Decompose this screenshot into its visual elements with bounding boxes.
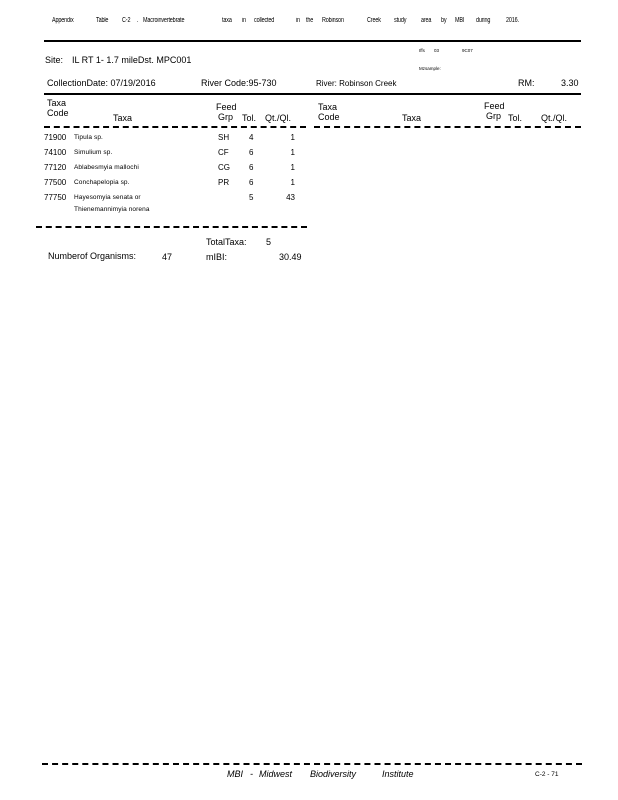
rm-value: 3.30 — [561, 78, 579, 88]
row-code: 71900 — [44, 133, 67, 142]
row-tol: 4 — [249, 133, 254, 142]
row-grp: SH — [218, 133, 230, 142]
col-qt-right: Qt./Ql. — [541, 113, 568, 123]
caption-word: Macroinvertebrate — [143, 17, 185, 24]
col-feed-line1: Feed — [484, 101, 505, 111]
total-taxa-value: 5 — [266, 237, 272, 247]
col-tol-left: Tol. — [242, 113, 257, 123]
num-organisms-value: 47 — [162, 252, 173, 262]
total-taxa-label: TotalTaxa: — [206, 237, 247, 247]
table-row — [0, 148, 618, 162]
col-taxa-code-line1: Taxa — [47, 98, 67, 108]
row-code: 74100 — [44, 148, 67, 157]
site-value: IL RT 1- 1.7 mileDst. MPC001 — [72, 55, 192, 65]
row-tol: 6 — [249, 148, 254, 157]
footer-biodiversity: Biodiversity — [310, 769, 357, 779]
caption-word: C-2 — [122, 17, 131, 24]
col-feed-line2: Grp — [218, 112, 234, 122]
footer-mbi: MBI — [227, 769, 244, 779]
top-rule — [44, 40, 581, 42]
table-row — [0, 193, 618, 219]
row-taxa: Ablabesmyia mallochi — [74, 164, 139, 171]
caption-word: the — [306, 17, 314, 24]
site-label: Site: — [45, 55, 64, 65]
meta-small-d: Mzsample: — [419, 66, 441, 71]
col-feed-right — [484, 101, 505, 121]
meta-small-c: 9C07 — [462, 48, 473, 53]
mibi-label: mIBI: — [206, 252, 228, 262]
row-qt: 1 — [290, 133, 295, 142]
caption-word: Table — [96, 17, 109, 24]
col-taxa-code-line2: Code — [318, 112, 340, 122]
mibi-value: 30.49 — [279, 252, 302, 262]
footer-institute: Institute — [382, 769, 414, 779]
col-qt-left: Qt./Ql. — [265, 113, 292, 123]
rm-label: RM: — [518, 78, 535, 88]
row-code: 77120 — [44, 163, 67, 172]
footer-midwest: Midwest — [259, 769, 293, 779]
footer-dashed-rule — [42, 763, 582, 765]
caption-word: in — [296, 17, 300, 24]
row-taxa: Conchapelopia sp. — [74, 179, 130, 186]
collection-date: CollectionDate: 07/19/2016 — [47, 78, 156, 88]
footer-page-number: C-2 - 71 — [535, 771, 559, 778]
row-tol: 6 — [249, 163, 254, 172]
columns-dashed-rule-left — [44, 126, 306, 128]
summary-dashed-rule — [36, 226, 307, 228]
col-taxa-right: Taxa — [402, 113, 422, 123]
row-taxa: Simulium sp. — [74, 149, 113, 156]
num-organisms-label: Numberof Organisms: — [48, 251, 137, 261]
row-tol: 6 — [249, 178, 254, 187]
row-code: 77500 — [44, 178, 67, 187]
caption-word: Robinson — [322, 17, 344, 24]
appendix-caption — [0, 17, 618, 29]
row-grp: CG — [218, 163, 230, 172]
row-tol: 5 — [249, 193, 254, 202]
meta-small-b: 03 — [434, 48, 440, 53]
meta-small-a: Iffs — [419, 48, 425, 53]
footer-dash: - — [250, 769, 253, 779]
caption-word: taxa — [222, 17, 232, 24]
col-taxa-left: Taxa — [113, 113, 133, 123]
row-qt: 43 — [286, 193, 295, 202]
caption-word: area — [421, 17, 432, 24]
table-row — [0, 133, 618, 147]
row-qt: 1 — [290, 178, 295, 187]
caption-word: . — [137, 17, 139, 24]
col-feed-line2: Grp — [486, 111, 502, 121]
caption-word: during — [476, 17, 491, 24]
col-taxa-code-line1: Taxa — [318, 102, 338, 112]
row-qt: 1 — [290, 148, 295, 157]
row-qt: 1 — [290, 163, 295, 172]
row-taxa-continued: Thienemannimyia norena — [74, 206, 150, 213]
table-row — [0, 178, 618, 192]
caption-word: MBI — [455, 17, 465, 24]
col-feed-line1: Feed — [216, 102, 237, 112]
col-taxa-code-line2: Code — [47, 108, 69, 118]
river-name: River: Robinson Creek — [316, 79, 397, 88]
table-row — [0, 163, 618, 177]
col-taxa-code-left — [47, 98, 69, 118]
river-code: River Code:95-730 — [201, 78, 277, 88]
header-rule — [44, 93, 581, 95]
columns-dashed-rule-right — [314, 126, 581, 128]
row-taxa: Tipula sp. — [74, 134, 103, 141]
row-taxa: Hayesomyia senata or — [74, 194, 141, 201]
col-taxa-code-right — [318, 102, 340, 122]
row-code: 77750 — [44, 193, 67, 202]
caption-word: Appendix — [52, 17, 74, 24]
caption-word: collected — [254, 17, 275, 24]
col-feed-left — [216, 102, 237, 122]
row-grp: PR — [218, 178, 230, 187]
caption-word: Creek — [367, 17, 381, 24]
caption-word: in — [242, 17, 246, 24]
caption-word: by — [441, 17, 447, 24]
caption-word: 2016. — [506, 17, 519, 24]
col-tol-right: Tol. — [508, 113, 523, 123]
caption-word: study — [394, 17, 407, 24]
row-grp: CF — [218, 148, 229, 157]
